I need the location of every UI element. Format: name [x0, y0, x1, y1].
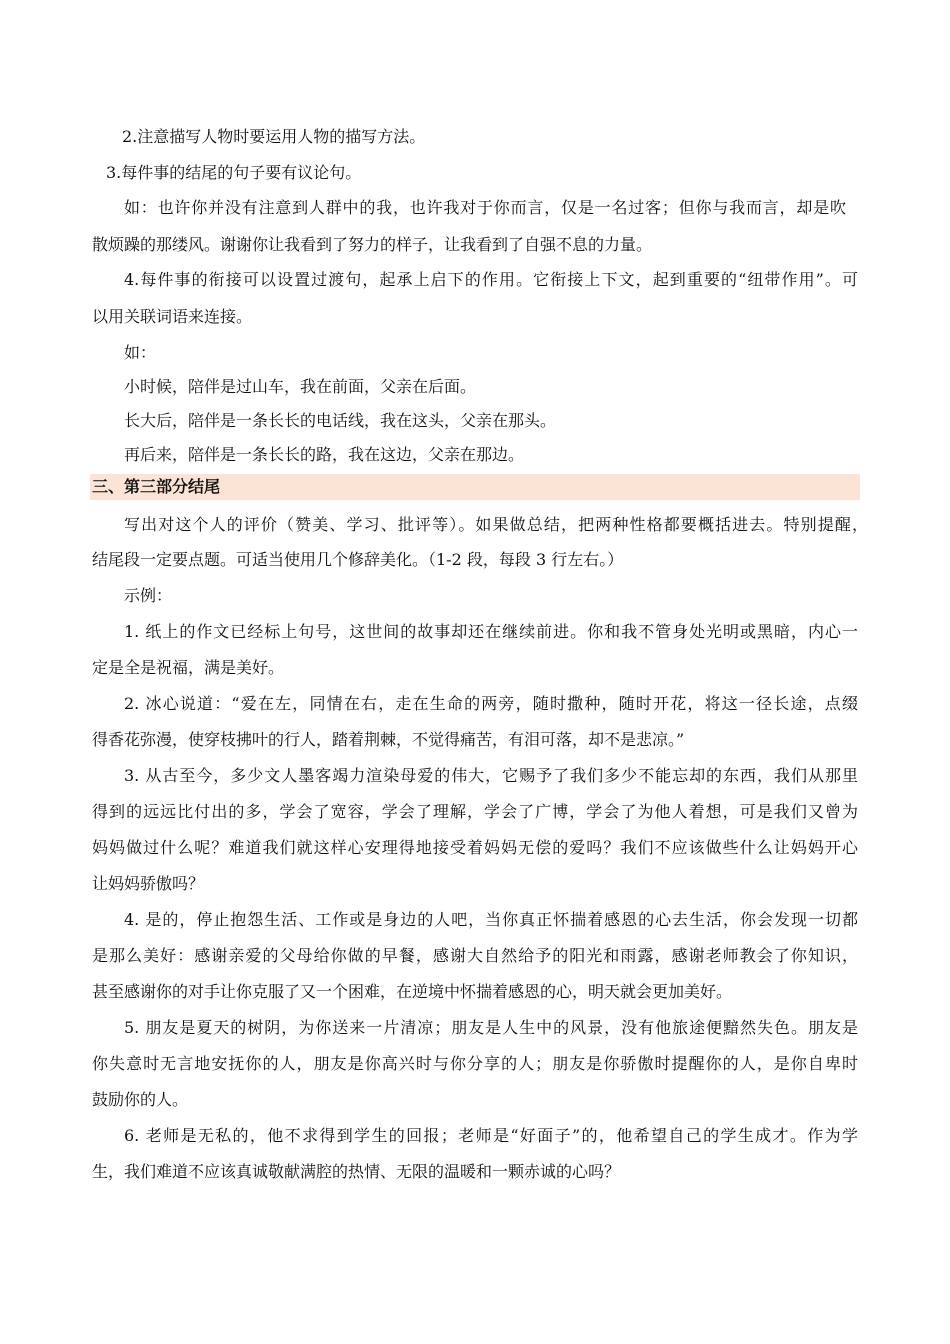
paragraph-line: 写出对这个人的评价（赞美、学习、批评等）。如果做总结，把两种性格都要概括进去。特别提醒，: [124, 515, 868, 534]
paragraph-line: 得香花弥漫，使穿枝拂叶的行人，踏着荆棘，不觉得痛苦，有泪可落，却不是悲凉。”: [92, 730, 685, 749]
paragraph-line: 2.注意描写人物时要运用人物的描写方法。: [122, 127, 426, 146]
paragraph-line: 以用关联词语来连接。: [92, 307, 253, 326]
paragraph-line: 再后来，陪伴是一条长长的路，我在这边，父亲在那边。: [124, 445, 525, 464]
paragraph-line: 让妈妈骄傲吗？: [92, 874, 205, 893]
paragraph-line: 生，我们难道不应该真诚敬献满腔的热情、无限的温暖和一颗赤诚的心吗？: [92, 1162, 621, 1181]
paragraph-line: 定是全是祝福，满是美好。: [92, 658, 285, 677]
section-heading: 三、第三部分结尾: [92, 477, 221, 496]
paragraph-line: 5. 朋友是夏天的树阴，为你送来一片清凉；朋友是人生中的风景，没有他旅途便黯然失色。朋友是: [124, 1018, 858, 1037]
paragraph-line: 得到的远远比付出的多，学会了宽容，学会了理解，学会了广博，学会了为他人着想，可是我们又曾为: [92, 802, 858, 821]
paragraph-line: 鼓励你的人。: [92, 1090, 189, 1109]
paragraph-line: 是那么美好：感谢亲爱的父母给你做的早餐，感谢大自然给予的阳光和雨露，感谢老师教会了你知识，: [92, 946, 858, 965]
paragraph-line: 长大后，陪伴是一条长长的电话线，我在这头，父亲在那头。: [124, 411, 557, 430]
paragraph-line: 你失意时无言地安抚你的人，朋友是你高兴时与你分享的人；朋友是你骄傲时提醒你的人，是你自卑时: [92, 1054, 858, 1073]
paragraph-line: 4. 是的，停止抱怨生活、工作或是身边的人吧，当你真正怀揣着感恩的心去生活，你会发现一切都: [124, 910, 858, 929]
paragraph-line: 小时候，陪伴是过山车，我在前面，父亲在后面。: [124, 377, 477, 396]
paragraph-line: 1. 纸上的作文已经标上句号，这世间的故事却还在继续前进。你和我不管身处光明或黑暗，内心一: [124, 622, 858, 641]
paragraph-line: 甚至感谢你的对手让你克服了又一个困难，在逆境中怀揣着感恩的心，明天就会更加美好。: [92, 982, 733, 1001]
paragraph-line: 散烦躁的那缕风。谢谢你让我看到了努力的样子，让我看到了自强不息的力量。: [92, 235, 653, 254]
paragraph-line: 示例：: [124, 586, 173, 605]
paragraph-line: 如：: [124, 343, 157, 362]
paragraph-line: 2. 冰心说道：“爱在左，同情在右，走在生命的两旁，随时撒种，随时开花，将这一径长途，点缀: [124, 694, 858, 713]
paragraph-line: 6. 老师是无私的，他不求得到学生的回报；老师是“好面子”的，他希望自己的学生成才。作为学: [124, 1126, 858, 1145]
paragraph-line: 3.每件事的结尾的句子要有议论句。: [106, 163, 362, 182]
paragraph-line: 3. 从古至今，多少文人墨客竭力渲染母爱的伟大，它赐予了我们多少不能忘却的东西，我们从那里: [124, 766, 858, 785]
paragraph-line: 妈妈做过什么呢？难道我们就这样心安理得地接受着妈妈无偿的爱吗？我们不应该做些什么让妈妈开心: [92, 838, 858, 857]
paragraph-line: 结尾段一定要点题。可适当使用几个修辞美化。（1-2 段，每段 3 行左右。）: [92, 550, 624, 569]
paragraph-line: 如：也许你并没有注意到人群中的我，也许我对于你而言，仅是一名过客；但你与我而言，却是吹: [124, 198, 846, 217]
paragraph-line: 4.每件事的衔接可以设置过渡句，起承上启下的作用。它衔接上下文，起到重要的“纽带作用”。可: [124, 270, 858, 289]
